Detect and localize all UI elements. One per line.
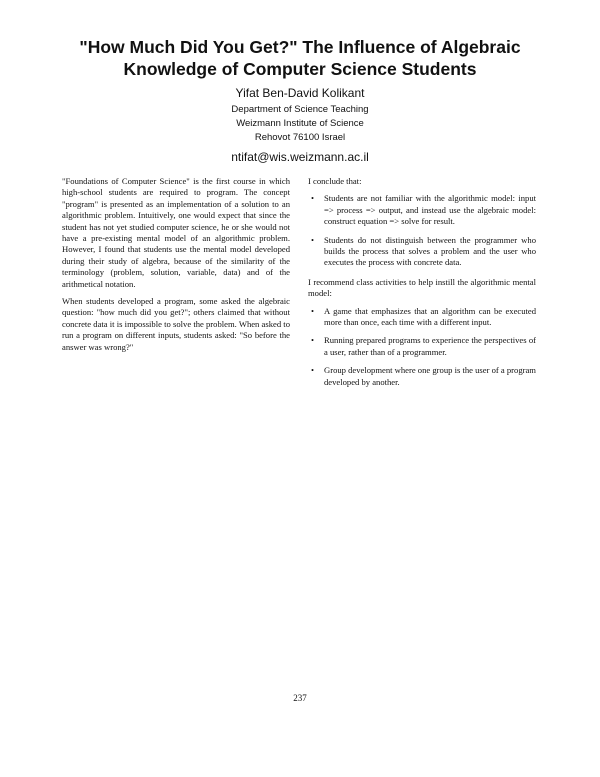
- recommendation-text: Group development where one group is the user of a program developed by another.: [324, 365, 536, 387]
- bullet-icon: •: [311, 234, 315, 245]
- right-column: [308, 176, 536, 396]
- intro-paragraph: "Foundations of Computer Science" is the first course in which high-school students are required to program. The concept "program" is presented as an implementation of a solution to an algorithmic problem. Intuitively, one would expect that since the student has not yet studied computer science, he or she would not have a pre-existing mental model of an algorithmic problem. However, I found that students use the mental model developed during their study of algebra, because of the similarity of the terminology (problem, solution, variable, data) and of the arithmetical notation.: [62, 176, 290, 289]
- recommendation-intro: I recommend class activities to help instill the algorithmic mental model:: [308, 276, 536, 299]
- bullet-icon: •: [311, 335, 315, 346]
- conclusion-list: [308, 193, 536, 268]
- page-number: 237: [293, 693, 307, 703]
- bullet-icon: •: [311, 193, 315, 204]
- list-item: [308, 335, 536, 358]
- conclusion-intro: I conclude that:: [308, 176, 362, 186]
- conclusion-text: Students do not distinguish between the programmer who builds the process that solves a problem and the user who executes the process with concrete data.: [324, 234, 536, 268]
- recommendation-text: Running prepared programs to experience the perspectives of a user, rather than of a programmer.: [324, 335, 536, 357]
- conclusion-text: Students are not familiar with the algorithmic model: input => process => output, and instead use the algebraic model: construct equation => solve for result.: [324, 193, 536, 227]
- list-item: [308, 306, 536, 329]
- recommendation-text: A game that emphasizes that an algorithm can be executed more than once, each time with a different input.: [324, 305, 536, 328]
- list-item: [308, 235, 536, 269]
- bullet-icon: •: [311, 305, 315, 316]
- author-block: [100, 85, 500, 165]
- author-name: Yifat Ben-David Kolikant: [235, 86, 365, 100]
- bullet-icon: •: [311, 365, 315, 376]
- left-column: [62, 176, 290, 359]
- paper-title: "How Much Did You Get?" The Influence of Algebraic Knowledge of Computer Science Students: [79, 37, 521, 79]
- observation-paragraph: When students developed a program, some asked the algebraic question: "how much did you get?"; others claimed that without concrete data it is impossible to solve the problem. When asked to run a program on different inputs, students asked: "So before the answer was wrong?": [62, 296, 290, 352]
- affiliation-institute: Weizmann Institute of Science: [236, 118, 364, 129]
- list-item: [308, 193, 536, 227]
- recommendation-list: [308, 306, 536, 388]
- affiliation-address: Rehovot 76100 Israel: [254, 132, 346, 143]
- author-email: ntifat@wis.weizmann.ac.il: [231, 150, 369, 164]
- affiliation-department: Department of Science Teaching: [231, 104, 369, 115]
- list-item: [308, 365, 536, 388]
